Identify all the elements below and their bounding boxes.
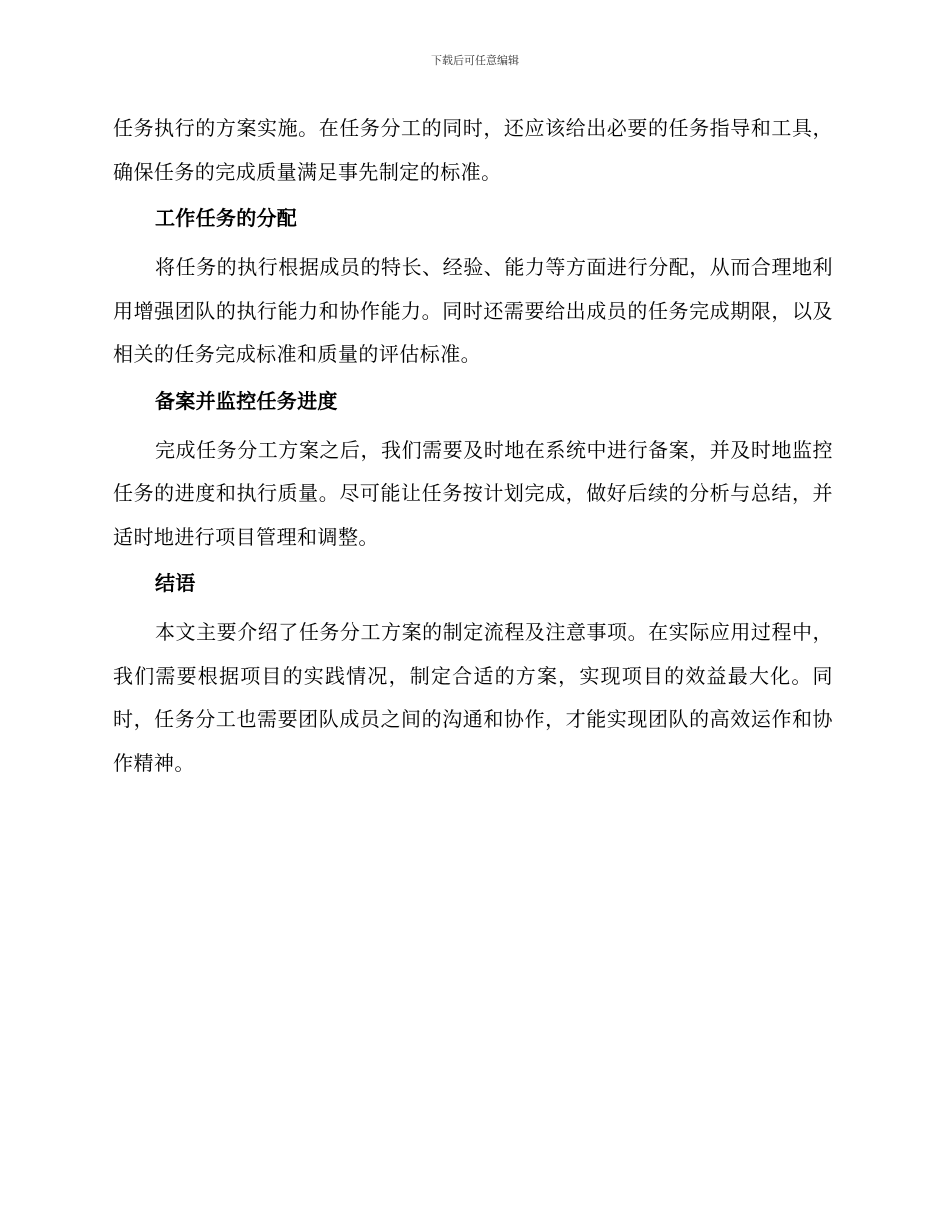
section-heading-task-allocation: 工作任务的分配 xyxy=(155,206,298,230)
page-header: 下载后可任意编辑 xyxy=(431,54,519,67)
section-heading-progress-monitoring: 备案并监控任务进度 xyxy=(155,388,338,413)
section-paragraph-progress-monitoring: 完成任务分工方案之后，我们需要及时地在系统中进行备案，并及时地监控任务的进度和执行质量。尽可能让任务按计划完成，做好后续的分析与总结，并适时地进行项目管理和调整。 xyxy=(113,437,833,549)
section-paragraph-task-allocation: 将任务的执行根据成员的特长、经验、能力等方面进行分配，从而合理地利用增强团队的执行能力和协作能力。同时还需要给出成员的任务完成期限，以及相关的任务完成标准和质量的评估标准。 xyxy=(113,255,833,366)
document-body xyxy=(113,107,833,789)
section-paragraph-conclusion: 本文主要介绍了任务分工方案的制定流程及注意事项。在实际应用过程中，我们需要根据项目的实践情况，制定合适的方案，实现项目的效益最大化。同时，任务分工也需要团队成员之间的沟通和协作，才能实现团队的高效运作和协作精神。 xyxy=(113,620,833,775)
section-heading-conclusion: 结语 xyxy=(155,571,196,595)
intro-paragraph: 任务执行的方案实施。在任务分工的同时，还应该给出必要的任务指导和工具，确保任务的完成质量满足事先制定的标准。 xyxy=(113,116,833,184)
